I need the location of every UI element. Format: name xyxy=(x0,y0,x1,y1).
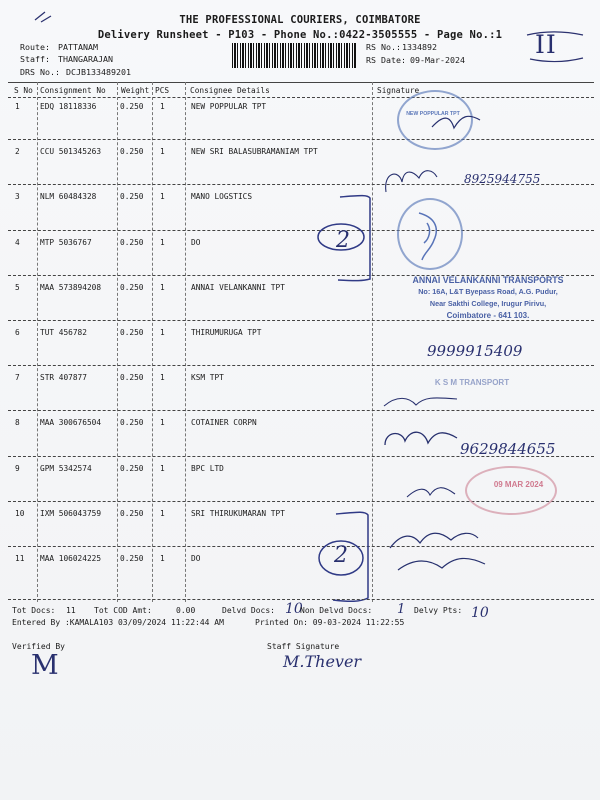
row-consignee: DO xyxy=(191,237,201,247)
date-stamp xyxy=(465,466,557,515)
row-consignee: COTAINER CORPN xyxy=(191,418,257,428)
row2-signature xyxy=(381,164,441,199)
row-consignee: NEW SRI BALASUBRAMANIAM TPT xyxy=(191,147,318,157)
row-pieces: 1 xyxy=(160,463,165,473)
tot-cod-label: Tot COD Amt: xyxy=(94,606,152,615)
row-consignee: BPC LTD xyxy=(191,463,224,473)
drs-value: DCJB133489201 xyxy=(66,67,131,77)
row-weight: 0.250 xyxy=(120,192,144,202)
row-pieces: 1 xyxy=(160,147,165,157)
row-sno: 2 xyxy=(15,147,20,157)
row-sno: 1 xyxy=(15,102,20,111)
row1-signature xyxy=(430,110,485,135)
barcode-image xyxy=(232,43,357,68)
top-left-pen-mark xyxy=(33,10,53,24)
row-weight: 0.250 xyxy=(120,373,144,383)
route-value: PATTANAM xyxy=(58,42,98,52)
delivery-points-value: 10 xyxy=(471,605,489,621)
row-consignee: ANNAI VELANKANNI TPT xyxy=(191,282,285,292)
group-count-bottom: 2 xyxy=(334,543,348,568)
row-weight: 0.250 xyxy=(120,418,144,428)
rs-date-label: RS Date: xyxy=(366,55,406,65)
row8-signature xyxy=(381,426,461,456)
staff-signature-label: Staff Signature xyxy=(267,642,340,651)
row-pieces: 1 xyxy=(160,508,165,518)
row-sno: 3 xyxy=(15,192,20,202)
row-weight: 0.250 xyxy=(120,554,144,563)
col-pcs-header: PCS xyxy=(155,86,170,95)
row-pieces: 1 xyxy=(160,282,165,292)
entered-by: Entered By :KAMALA103 03/09/2024 11:22:44 AM xyxy=(12,618,224,627)
table-row xyxy=(0,102,600,144)
row-pieces: 1 xyxy=(160,192,165,202)
row-pieces: 1 xyxy=(160,418,165,428)
group-count-top: 2 xyxy=(336,228,350,253)
annai-velankanni-stamp xyxy=(400,274,576,322)
delivery-points-label: Delvy Pts: xyxy=(414,606,463,615)
tot-docs-value: 11 xyxy=(66,606,76,615)
col-consignee-header: Consignee Details xyxy=(190,86,270,95)
row-weight: 0.250 xyxy=(120,463,144,473)
rs-no-label: RS No.: xyxy=(366,42,401,52)
row-consignee: NEW POPPULAR TPT xyxy=(191,102,267,111)
row-sno: 5 xyxy=(15,282,20,292)
annai-stamp-line-4: Coimbatore - 641 103. xyxy=(446,311,530,320)
verified-signature: M xyxy=(31,650,59,681)
row3-stamp-emblem xyxy=(404,205,454,263)
col-consignment-header: Consignment No xyxy=(40,86,106,95)
row-weight: 0.250 xyxy=(120,508,144,518)
rows10-11-signatures xyxy=(382,512,532,576)
row-separator xyxy=(8,410,594,411)
corner-roman-mark: II xyxy=(535,30,557,59)
row9-signature xyxy=(405,482,459,506)
row-sno: 10 xyxy=(15,508,25,518)
row-pieces: 1 xyxy=(160,373,165,383)
row-separator xyxy=(8,230,594,231)
annai-stamp-line-2: No: 16A, L&T Byepass Road, A.G. Pudur, xyxy=(418,287,558,296)
verified-by-label: Verified By xyxy=(12,642,65,651)
row-consignment-number: TUT 456782 xyxy=(40,328,87,337)
table-bottom-rule xyxy=(8,599,594,600)
row6-handwritten-note: 9999915409 xyxy=(427,342,523,360)
row-consignment-number: IXM 506043759 xyxy=(40,508,102,518)
row-sno: 6 xyxy=(15,328,20,337)
col-signature-header: Signature xyxy=(377,86,420,95)
row-pieces: 1 xyxy=(160,328,165,337)
row8-handwritten-note: 9629844655 xyxy=(460,440,556,458)
company-title: THE PROFESSIONAL COURIERS, COIMBATORE xyxy=(179,14,421,26)
row-pieces: 1 xyxy=(160,237,165,247)
row-consignment-number: MAA 573894208 xyxy=(40,282,102,292)
row-sno: 4 xyxy=(15,237,20,247)
staff-label: Staff: xyxy=(20,54,50,64)
rs-date-value: 09-Mar-2024 xyxy=(410,55,465,65)
staff-value: THANGARAJAN xyxy=(58,54,113,64)
delivered-docs-label: Delvd Docs: xyxy=(222,606,275,615)
row7-signature xyxy=(381,387,461,412)
table-row xyxy=(0,192,600,234)
row-consignment-number: MAA 106024225 xyxy=(40,554,102,563)
drs-label: DRS No.: xyxy=(20,67,60,77)
row-consignment-number: EDQ 18118336 xyxy=(40,102,97,111)
row-consignment-number: MTP 5036767 xyxy=(40,237,92,247)
ksm-stamp: K S M TRANSPORT xyxy=(434,378,510,387)
staff-signature: M.Thever xyxy=(283,652,362,671)
row-consignee: MANO LOGSTICS xyxy=(191,192,253,202)
row-pieces: 1 xyxy=(160,554,165,563)
row-consignment-number: MAA 300676504 xyxy=(40,418,102,428)
row-consignee: KSM TPT xyxy=(191,373,224,383)
new-popular-stamp-text: NEW POPPULAR TPT xyxy=(406,111,460,117)
route-label: Route: xyxy=(20,42,50,52)
row-weight: 0.250 xyxy=(120,147,144,157)
row-consignee: DO xyxy=(191,554,201,563)
delivered-docs-value: 10 xyxy=(285,601,303,617)
annai-stamp-line-3: Near Sakthi College, Irugur Pirivu, xyxy=(429,299,547,308)
row-weight: 0.250 xyxy=(120,282,144,292)
row-consignment-number: NLM 60484328 xyxy=(40,192,97,202)
row2-handwritten-note: 8925944755 xyxy=(464,172,541,186)
row-consignment-number: GPM 5342574 xyxy=(40,463,92,473)
annai-stamp-line-1: ANNAI VELANKANNI TRANSPORTS xyxy=(412,275,564,285)
row-weight: 0.250 xyxy=(120,237,144,247)
row-weight: 0.250 xyxy=(120,328,144,337)
row-weight: 0.250 xyxy=(120,102,144,111)
row-pieces: 1 xyxy=(160,102,165,111)
tot-cod-value: 0.00 xyxy=(176,606,196,615)
header-separator xyxy=(8,97,594,98)
table-top-rule xyxy=(8,82,594,83)
row-separator xyxy=(8,139,594,140)
corner-mark-underline xyxy=(519,30,589,64)
col-sno-header: S No xyxy=(14,86,33,95)
row-consignee: THIRUMURUGA TPT xyxy=(191,328,262,337)
non-delivered-docs-label: Non Delvd Docs: xyxy=(300,606,373,615)
row-separator xyxy=(8,365,594,366)
rs-no-value: 1334892 xyxy=(402,42,437,52)
col-weight-header: Weight xyxy=(121,86,150,95)
printed-on: Printed On: 09-03-2024 11:22:55 xyxy=(255,618,405,627)
non-delivered-docs-value: 1 xyxy=(397,602,406,617)
row-consignment-number: STR 407877 xyxy=(40,373,87,383)
row-sno: 11 xyxy=(15,554,25,563)
row-consignee: SRI THIRUKUMARAN TPT xyxy=(191,508,285,518)
runsheet-subtitle: Delivery Runsheet - P103 - Phone No.:0422-3505555 - Page No.:1 xyxy=(97,29,503,41)
row-sno: 9 xyxy=(15,463,20,473)
row-sno: 7 xyxy=(15,373,20,383)
tot-docs-label: Tot Docs: xyxy=(12,606,56,615)
row-consignment-number: CCU 501345263 xyxy=(40,147,102,157)
row-sno: 8 xyxy=(15,418,20,428)
date-stamp-text: 09 MAR 2024 xyxy=(493,480,544,489)
